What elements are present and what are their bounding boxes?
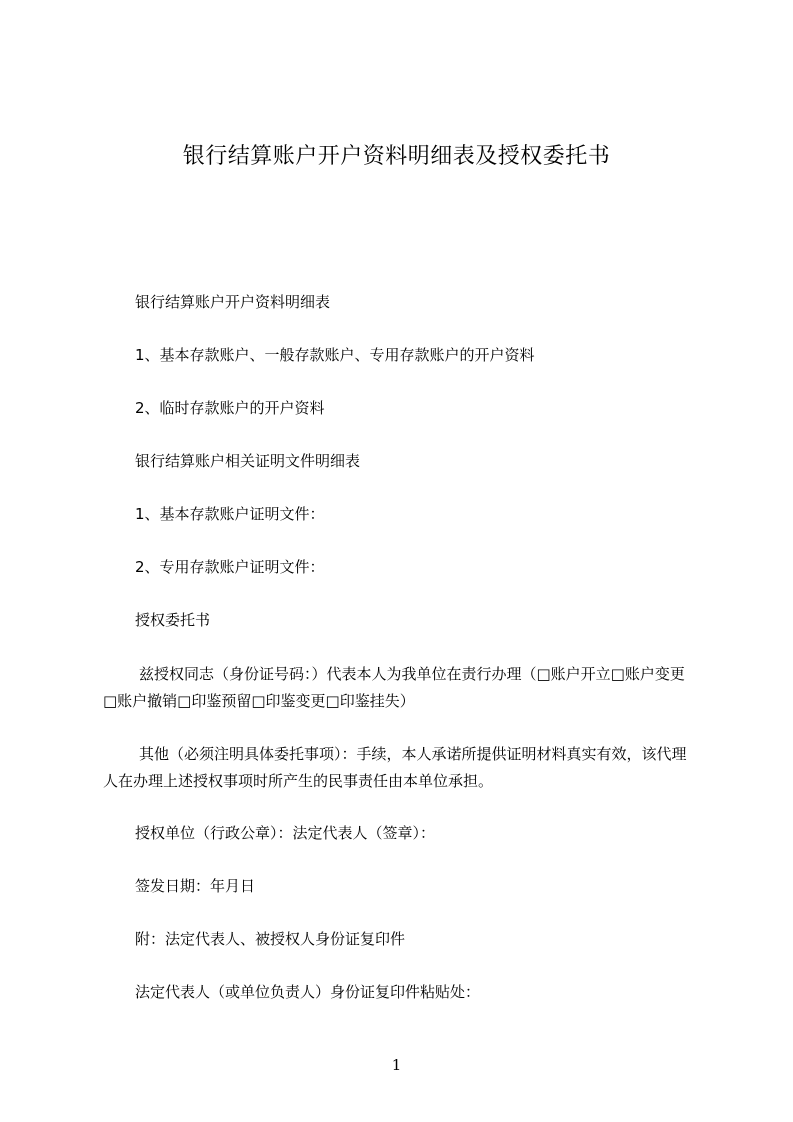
authorization-paragraph <box>103 661 695 715</box>
section-heading-certificates: 银行结算账户相关证明文件明细表 <box>135 452 361 470</box>
id-copy-paste-area-label: 法定代表人（或单位负责人）身份证复印件粘贴处： <box>135 983 481 1001</box>
authorization-paragraph-text: 兹授权同志（身份证号码：）代表本人为我单位在责行办理（□账户开立□账户变更□账户撤销□印鉴预留□印鉴变更□印鉴挂失） <box>103 665 685 710</box>
section-heading-account-materials: 银行结算账户开户资料明细表 <box>135 293 331 311</box>
document-title: 银行结算账户开户资料明细表及授权委托书 <box>182 144 611 169</box>
page-number: 1 <box>391 1056 402 1074</box>
issue-date-line: 签发日期：年月日 <box>135 877 256 895</box>
list-item-basic-general-special-accounts: 1、基本存款账户、一般存款账户、专用存款账户的开户资料 <box>135 346 535 364</box>
list-item-basic-account-certificates: 1、基本存款账户证明文件： <box>135 505 325 523</box>
attachment-note: 附：法定代表人、被授权人身份证复印件 <box>135 930 406 948</box>
list-item-special-account-certificates: 2、专用存款账户证明文件： <box>135 558 325 576</box>
signature-line: 授权单位（行政公章）：法定代表人（签章）： <box>135 824 436 842</box>
other-matters-paragraph <box>103 741 695 795</box>
other-matters-paragraph-text: 其他（必须注明具体委托事项）：手续，本人承诺所提供证明材料真实有效，该代理人在办理上述授权事项时所产生的民事责任由本单位承担。 <box>103 745 687 790</box>
section-heading-authorization-letter: 授权委托书 <box>135 611 211 629</box>
list-item-temporary-account: 2、临时存款账户的开户资料 <box>135 399 325 417</box>
